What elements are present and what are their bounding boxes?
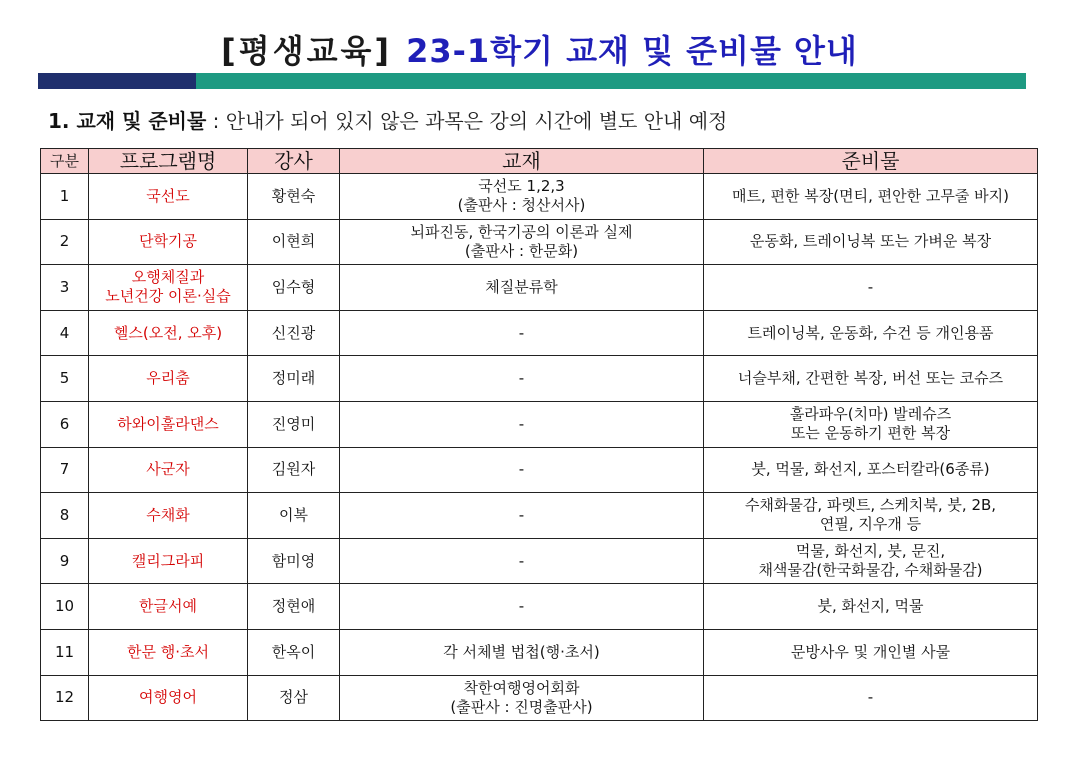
textbook-line: -	[518, 369, 525, 388]
supplies-line: 채색물감(한국화물감, 수채화물감)	[758, 561, 983, 580]
section-label: 1. 교재 및 준비물	[48, 109, 207, 133]
program-name	[89, 538, 248, 584]
program-name	[89, 219, 248, 265]
supplies-line: 훌라파우(치마) 발레슈즈	[789, 405, 952, 424]
textbook	[340, 538, 704, 584]
supplies	[704, 219, 1038, 265]
textbook	[340, 310, 704, 356]
row-number: 5	[41, 356, 89, 402]
textbook-line: 착한여행영어회화	[463, 678, 580, 697]
row-number: 2	[41, 219, 89, 265]
supplies-line: -	[867, 688, 874, 707]
table-row	[41, 265, 1038, 311]
column-header-program: 프로그램명	[89, 149, 248, 174]
table-row	[41, 447, 1038, 493]
textbook	[340, 265, 704, 311]
textbook-line: 체질분류학	[485, 277, 558, 296]
instructor-name: 정현애	[248, 584, 340, 630]
textbook	[340, 174, 704, 220]
supplies-line: 또는 운동하기 편한 복장	[790, 424, 951, 443]
supplies-line: 붓, 화선지, 먹물	[817, 597, 924, 616]
table-row	[41, 310, 1038, 356]
textbook	[340, 493, 704, 539]
section-heading	[48, 106, 727, 136]
instructor-name: 정미래	[248, 356, 340, 402]
column-header-instructor: 강사	[248, 149, 340, 174]
table-header-row	[41, 149, 1038, 174]
supplies	[704, 493, 1038, 539]
program-name-line: 사군자	[146, 460, 190, 479]
supplies-line: 너슬부채, 간편한 복장, 버선 또는 코슈즈	[737, 369, 1004, 388]
title-underline-teal	[196, 73, 1026, 89]
row-number: 9	[41, 538, 89, 584]
program-name	[89, 310, 248, 356]
instructor-name: 신진광	[248, 310, 340, 356]
program-name	[89, 174, 248, 220]
materials-table	[40, 148, 1038, 721]
program-name-line: 하와이훌라댄스	[117, 414, 219, 433]
textbook	[340, 401, 704, 447]
supplies	[704, 265, 1038, 311]
title-underline-navy	[38, 73, 196, 89]
table-body	[41, 174, 1038, 721]
table-row	[41, 219, 1038, 265]
textbook	[340, 447, 704, 493]
instructor-name: 한옥이	[248, 629, 340, 675]
supplies-line: 문방사우 및 개인별 사물	[790, 642, 951, 661]
program-name	[89, 493, 248, 539]
table-row	[41, 675, 1038, 721]
textbook-line: -	[518, 505, 525, 524]
program-name-line: 한글서예	[139, 597, 197, 616]
program-name-line: 우리춤	[146, 369, 190, 388]
textbook-line: 국선도 1,2,3	[478, 177, 565, 196]
table-row	[41, 356, 1038, 402]
supplies	[704, 447, 1038, 493]
row-number: 3	[41, 265, 89, 311]
program-name	[89, 356, 248, 402]
instructor-name: 정삼	[248, 675, 340, 721]
instructor-name: 이현희	[248, 219, 340, 265]
supplies-line: 연필, 지우개 등	[819, 515, 922, 534]
table-row	[41, 584, 1038, 630]
instructor-name: 임수형	[248, 265, 340, 311]
supplies	[704, 629, 1038, 675]
program-name-line: 오행체질과	[131, 268, 205, 287]
row-number: 10	[41, 584, 89, 630]
instructor-name: 이복	[248, 493, 340, 539]
textbook-line: 각 서체별 법첩(행·초서)	[443, 642, 600, 661]
program-name-line: 헬스(오전, 오후)	[113, 323, 223, 342]
program-name-line: 한문 행·초서	[127, 642, 209, 661]
supplies-line: -	[867, 277, 874, 296]
textbook	[340, 675, 704, 721]
table-row	[41, 174, 1038, 220]
supplies-line: 붓, 먹물, 화선지, 포스터칼라(6종류)	[751, 460, 990, 479]
supplies-line: 먹물, 화선지, 붓, 문진,	[795, 542, 946, 561]
textbook-line: -	[518, 414, 525, 433]
program-name	[89, 447, 248, 493]
textbook-line: (출판사 : 진명출판사)	[450, 697, 593, 716]
textbook	[340, 629, 704, 675]
supplies	[704, 401, 1038, 447]
instructor-name: 황현숙	[248, 174, 340, 220]
textbook-line: -	[518, 460, 525, 479]
program-name-line: 수채화	[146, 505, 190, 524]
row-number: 12	[41, 675, 89, 721]
row-number: 8	[41, 493, 89, 539]
supplies-line: 매트, 편한 복장(면티, 편안한 고무줄 바지)	[732, 186, 1009, 205]
page-title	[0, 28, 1079, 74]
textbook	[340, 219, 704, 265]
textbook-line: (출판사 : 청산서사)	[457, 196, 586, 215]
program-name-line: 노년건강 이론·실습	[105, 287, 231, 306]
program-name	[89, 584, 248, 630]
textbook-line: 뇌파진동, 한국기공의 이론과 실제	[410, 222, 633, 241]
supplies	[704, 174, 1038, 220]
supplies	[704, 675, 1038, 721]
row-number: 4	[41, 310, 89, 356]
supplies-line: 트레이닝복, 운동화, 수건 등 개인용품	[747, 323, 994, 342]
program-name	[89, 401, 248, 447]
program-name-line: 여행영어	[139, 688, 197, 707]
row-number: 1	[41, 174, 89, 220]
supplies	[704, 310, 1038, 356]
program-name	[89, 675, 248, 721]
section-note: : 안내가 되어 있지 않은 과목은 강의 시간에 별도 안내 예정	[206, 109, 728, 133]
textbook	[340, 356, 704, 402]
row-number: 6	[41, 401, 89, 447]
supplies-line: 운동화, 트레이닝복 또는 가벼운 복장	[749, 232, 992, 251]
table-row	[41, 401, 1038, 447]
title-main: 23-1학기 교재 및 준비물 안내	[406, 32, 858, 70]
textbook-line: -	[518, 551, 525, 570]
textbook-line: (출판사 : 한문화)	[464, 241, 579, 260]
program-name-line: 국선도	[146, 186, 190, 205]
row-number: 11	[41, 629, 89, 675]
instructor-name: 김원자	[248, 447, 340, 493]
instructor-name: 진영미	[248, 401, 340, 447]
column-header-supplies: 준비물	[704, 149, 1038, 174]
program-name	[89, 265, 248, 311]
supplies	[704, 584, 1038, 630]
textbook-line: -	[518, 323, 525, 342]
table-row	[41, 629, 1038, 675]
table-row	[41, 493, 1038, 539]
supplies-line: 수채화물감, 파렛트, 스케치북, 붓, 2B,	[744, 496, 997, 515]
supplies	[704, 538, 1038, 584]
title-prefix: [평생교육]	[221, 32, 393, 70]
program-name-line: 캘리그라피	[131, 551, 205, 570]
program-name	[89, 629, 248, 675]
program-name-line: 단학기공	[139, 232, 197, 251]
row-number: 7	[41, 447, 89, 493]
textbook-line: -	[518, 597, 525, 616]
column-header-number: 구분	[41, 149, 89, 174]
supplies	[704, 356, 1038, 402]
table-row	[41, 538, 1038, 584]
instructor-name: 함미영	[248, 538, 340, 584]
textbook	[340, 584, 704, 630]
column-header-textbook: 교재	[340, 149, 704, 174]
